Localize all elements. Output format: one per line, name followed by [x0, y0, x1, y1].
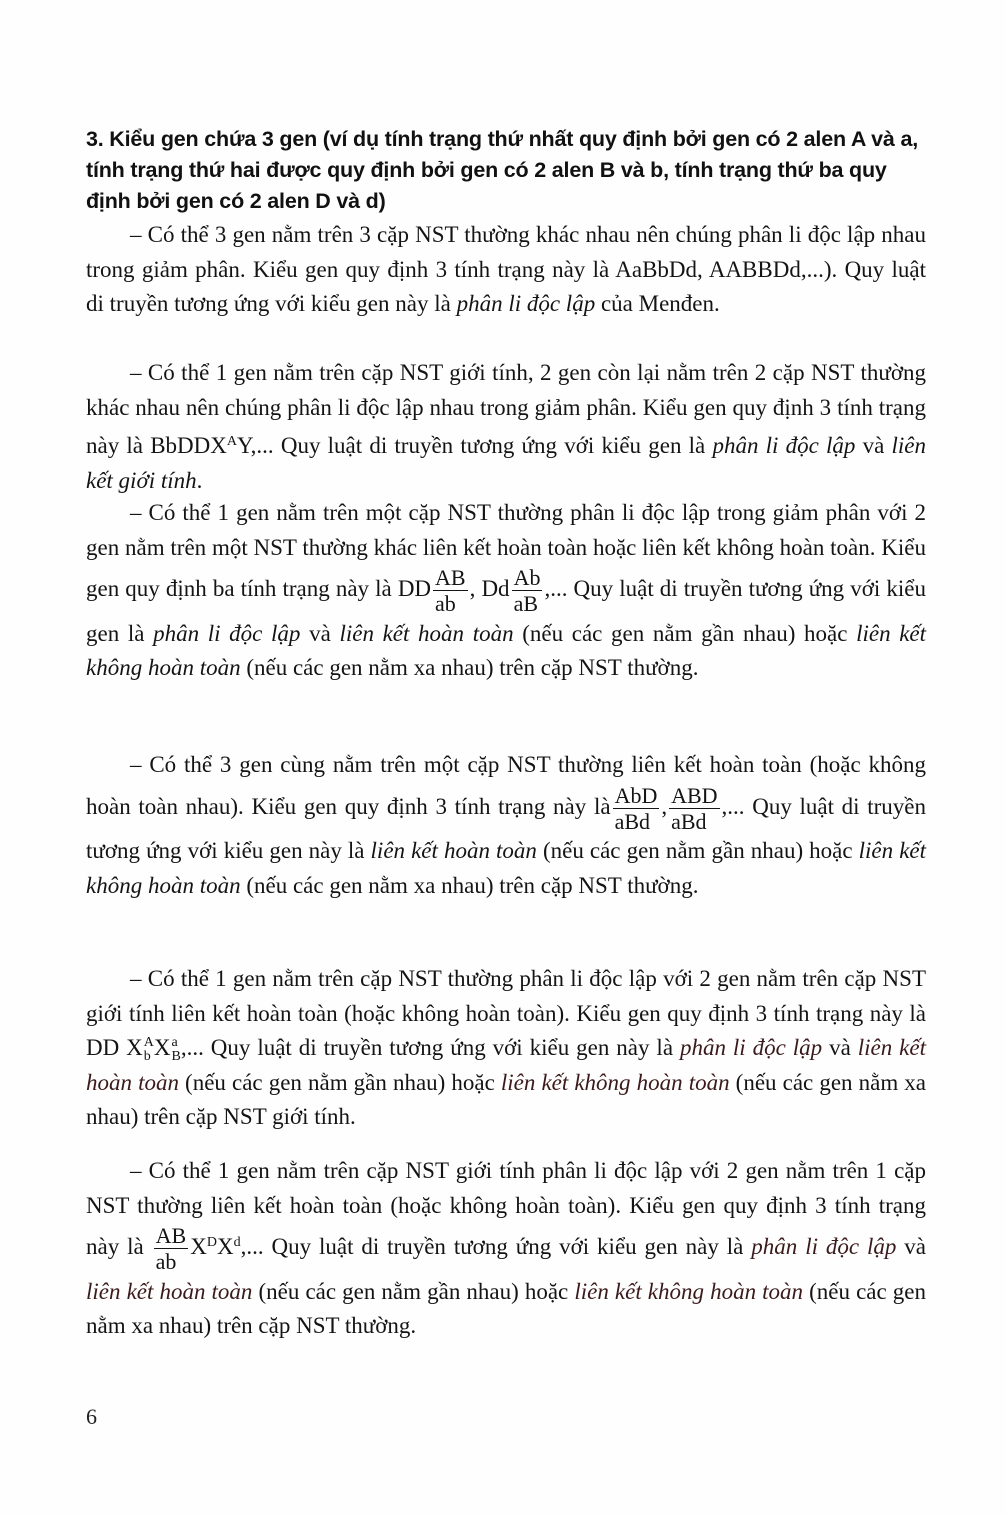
text: (nếu các gen nằm xa nhau) trên cặp NST thường. [240, 872, 699, 898]
emphasis: phân li độc lập [751, 1234, 897, 1260]
text: (nếu các gen nằm gần nhau) hoặc [513, 620, 857, 646]
fraction [512, 565, 543, 617]
numerator: AB [435, 565, 466, 590]
paragraph-3 [86, 496, 926, 686]
denominator: ab [435, 591, 456, 617]
emphasis: liên kết hoàn toàn [370, 838, 537, 864]
numerator: AbD [614, 782, 658, 808]
numerator: Ab [513, 565, 541, 590]
superscript: d [233, 1235, 241, 1251]
paragraph-5 [86, 962, 926, 1135]
text: – Có thể 3 gen nằm trên 3 cặp NST thường khác nhau nên chúng phân li độc lập nhau trong giảm phân. Kiểu gen quy định 3 tính trạng này là AaBbDd, AABBDd,...). Quy luật di truyền tương ứng với kiểu gen này là [86, 222, 926, 316]
denominator: aBd [614, 808, 651, 834]
emphasis: liên kết không hoàn toàn [574, 1278, 804, 1304]
paragraph-1 [86, 218, 926, 322]
superscript: D [206, 1235, 217, 1251]
text: X [153, 1035, 171, 1060]
section-heading: 3. Kiểu gen chứa 3 gen (ví dụ tính trạng thứ nhất quy định bởi gen có 2 alen A và a, tính trạng thứ hai được quy định bởi gen có 2 alen B và b, tính trạng thứ ba quy định bởi gen có 2 alen D và d) [86, 127, 918, 213]
text: và [822, 1035, 858, 1060]
sup-sub-pair [172, 1036, 181, 1063]
text: của Menđen. [595, 291, 720, 316]
subscript: B [171, 1048, 181, 1064]
text: và [896, 1234, 927, 1260]
denominator: aB [513, 591, 539, 617]
paragraph-4 [86, 748, 926, 903]
fraction [613, 783, 660, 835]
denominator: ab [155, 1249, 177, 1275]
emphasis: liên kết không hoàn toàn [86, 838, 927, 898]
text: , [661, 793, 668, 819]
text: và [300, 620, 340, 646]
text: ,... Quy luật di truyền tương ứng với kiểu gen này là [180, 1035, 680, 1060]
text: và [855, 433, 892, 458]
emphasis: phân li độc lập [456, 291, 596, 316]
denominator: aBd [671, 808, 707, 834]
text: , Dd [469, 576, 510, 602]
text: (nếu các gen nằm gần nhau) hoặc [178, 1069, 501, 1095]
text: – Có thể 1 gen nằm trên một cặp NST thường phân li độc lập trong giảm phân với 2 gen nằm trên một NST thường khác liên kết hoàn toàn hoặc liên kết không hoàn toàn. Kiểu gen quy định ba tính trạng này là DD [86, 500, 926, 602]
text: (nếu các gen nằm xa nhau) trên cặp NST thường. [240, 655, 699, 681]
text: . [196, 467, 203, 493]
emphasis: phân li độc lập [153, 620, 301, 646]
emphasis: phân li độc lập [679, 1035, 823, 1060]
numerator: ABD [671, 782, 718, 808]
text: Y,... Quy luật di truyền tương ứng với kiểu gen là [237, 433, 713, 458]
paragraph-6 [86, 1154, 926, 1344]
paragraph-2 [86, 356, 926, 498]
text: – Có thể 1 gen nằm trên cặp NST thường phân li độc lập với 2 gen nằm trên cặp NST giới tính liên kết hoàn toàn (hoặc không hoàn toàn). Kiểu gen quy định 3 tính trạng này là DD X [86, 966, 926, 1060]
emphasis: liên kết không hoàn toàn [500, 1069, 730, 1095]
emphasis: liên kết hoàn toàn [86, 1035, 926, 1095]
sup-sub-pair [144, 1036, 154, 1063]
text: ,... Quy luật di truyền tương ứng với kiểu gen là [86, 576, 926, 646]
emphasis: liên kết không hoàn toàn [86, 620, 927, 681]
emphasis: phân li độc lập [712, 433, 856, 458]
fraction [669, 783, 719, 835]
text: ,... Quy luật di truyền tương ứng với kiểu gen này là [240, 1234, 752, 1260]
superscript: a [171, 1035, 178, 1051]
numerator: AB [155, 1223, 187, 1248]
superscript: A [143, 1035, 154, 1051]
text: X [216, 1234, 234, 1260]
text: (nếu các gen nằm xa nhau) trên cặp NST giới tính. [86, 1069, 927, 1129]
text: X [190, 1234, 207, 1260]
emphasis: liên kết hoàn toàn [86, 1278, 253, 1304]
text: (nếu các gen nằm gần nhau) hoặc [252, 1278, 575, 1304]
superscript: A [226, 434, 237, 449]
fraction [433, 565, 468, 617]
text: – Có thể 3 gen cùng nằm trên một cặp NST thường liên kết hoàn toàn (hoặc không hoàn toàn nhau). Kiểu gen quy định 3 tính trạng này là [86, 752, 926, 819]
text: ,... Quy luật di truyền tương ứng với kiểu gen này là [86, 793, 927, 864]
emphasis: liên kết giới tính [86, 433, 926, 493]
emphasis: liên kết hoàn toàn [339, 620, 514, 646]
text: (nếu các gen nằm gần nhau) hoặc [536, 838, 859, 864]
text: – Có thể 1 gen nằm trên cặp NST giới tính, 2 gen còn lại nằm trên 2 cặp NST thường khác nhau nên chúng phân li độc lập nhau trong giảm phân. Kiểu gen quy định 3 tính trạng này là BbDDX [86, 360, 926, 458]
subscript: b [143, 1048, 151, 1064]
fraction [154, 1223, 189, 1275]
text: (nếu các gen nằm xa nhau) trên cặp NST thường. [86, 1278, 926, 1339]
text: – Có thể 1 gen nằm trên cặp NST giới tính phân li độc lập với 2 gen nằm trên 1 cặp NST thường liên kết hoàn toàn (hoặc không hoàn toàn). Kiểu gen quy định 3 tính trạng này là [86, 1158, 926, 1260]
page-number: 6 [86, 1404, 97, 1429]
